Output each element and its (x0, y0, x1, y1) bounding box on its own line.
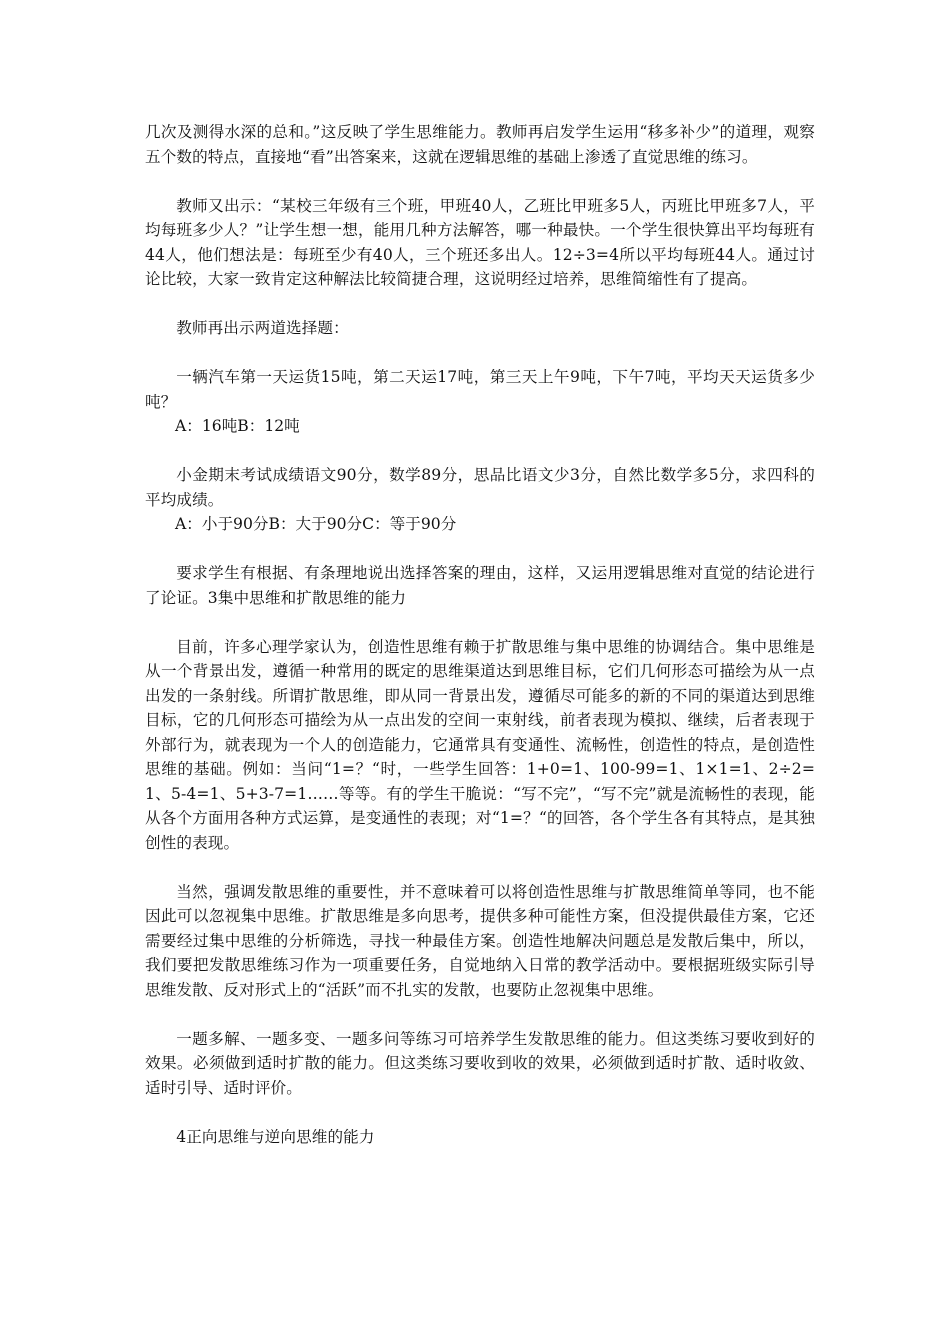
section-heading-4: 4正向思维与逆向思维的能力 (176, 1127, 375, 1146)
question-truck-options: A：16吨B：12吨 (175, 417, 300, 435)
paragraph-reasoning: 要求学生有根据、有条理地说出选择答案的理由，这样，又运用逻辑思维对直觉的结论进行了论证。3集中思维和扩散思维的能力 (145, 564, 815, 607)
paragraph-divergent-convergent: 目前，许多心理学家认为，创造性思维有赖于扩散思维与集中思维的协调结合。集中思维是从一个背景出发，遵循一种常用的既定的思维渠道达到思维目标，它们几何形态可描绘为从一点出发的一条射线。所谓扩散思维，即从同一背景出发，遵循尽可能多的新的不同的渠道达到思维目标，它的几何形态可描绘为从一点出发的空间一束射线，前者表现为模拟、继续，后者表现于外部行为，就表现为一个人的创造能力，它通常具有变通性、流畅性，创造性的特点，是创造性思维的基础。例如：当问“1=？“时，一些学生回答：1+0=1、100-99=1、1×1=1、2÷2=1、5-4=1、5+3-7=1……等等。有的学生干脆说：“写不完”，“写不完”就是流畅性的表现，能从各个方面用各种方式运算，是变通性的表现；对“1=？“的回答，各个学生各有其特点，是其独创性的表现。 (145, 637, 815, 852)
paragraph-class-average: 教师又出示：“某校三年级有三个班，甲班40人，乙班比甲班多5人，丙班比甲班多7人，平均每班多少人？”让学生想一想，能用几种方法解答，哪一种最快。一个学生很快算出平均每班有44人，他们想法是：每班至少有40人，三个班还多出人。12÷3=4所以平均每班44人。通过讨论比较，大家一致肯定这种解法比较简捷合理，这说明经过培养，思维简缩性有了提高。 (145, 196, 815, 288)
question-truck: 一辆汽车第一天运货15吨，第二天运17吨，第三天上午9吨，下午7吨，平均天天运货多少吨？ (145, 368, 815, 411)
question-scores-options: A：小于90分B：大于90分C：等于90分 (175, 515, 457, 533)
question-scores: 小金期末考试成绩语文90分，数学89分，思品比语文少3分，自然比数学多5分，求四科的平均成绩。 (145, 466, 815, 509)
paragraph-choice-intro: 教师再出示两道选择题： (176, 319, 349, 337)
paragraph-water-depth: 几次及测得水深的总和。”这反映了学生思维能力。教师再启发学生运用“移多补少”的道理，观察五个数的特点，直接地“看”出答案来，这就在逻辑思维的基础上渗透了直觉思维的练习。 (145, 123, 815, 166)
paragraph-emphasis: 当然，强调发散思维的重要性，并不意味着可以将创造性思维与扩散思维简单等同，也不能因此可以忽视集中思维。扩散思维是多向思考，提供多种可能性方案，但没提供最佳方案，它还需要经过集中思维的分析筛选，寻找一种最佳方案。创造性地解决问题总是发散后集中，所以，我们要把发散思维练习作为一项重要任务，自觉地纳入日常的教学活动中。要根据班级实际引导思维发散、反对形式上的“活跃”而不扎实的发散，也要防止忽视集中思维。 (145, 882, 815, 999)
document-page (145, 120, 815, 1149)
paragraph-exercises: 一题多解、一题多变、一题多问等练习可培养学生发散思维的能力。但这类练习要收到好的效果。必须做到适时扩散的能力。但这类练习要收到收的效果，必须做到适时扩散、适时收敛、适时引导、适时评价。 (145, 1029, 815, 1097)
